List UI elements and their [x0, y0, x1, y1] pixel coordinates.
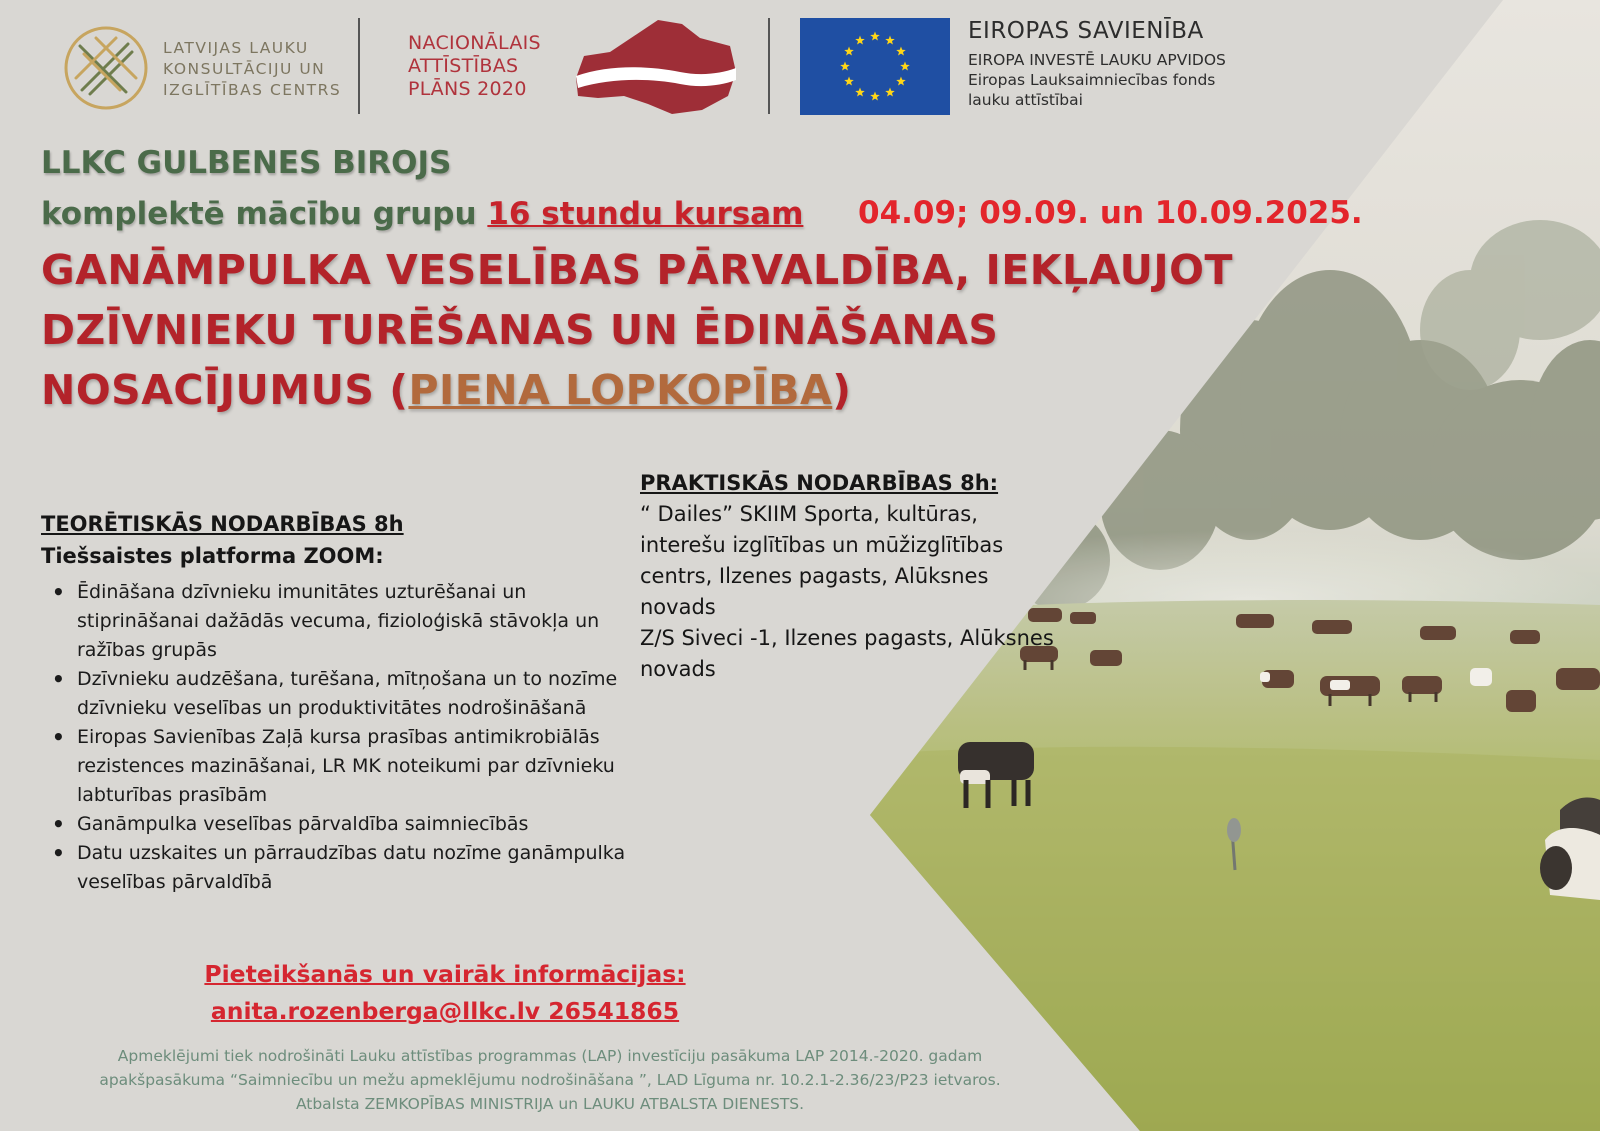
llkc-monogram-icon — [62, 24, 150, 112]
course-title-line-3 — [41, 366, 851, 414]
practice-section — [640, 468, 1060, 685]
theory-list — [50, 578, 640, 897]
llkc-wordmark — [163, 38, 341, 101]
list-item: • Dzīvnieku audzēšana, turēšana, mītņošana un to nozīme dzīvnieku veselības un produktivitātes nodrošināšanā — [50, 665, 640, 723]
title-3-prefix: NOSACĪJUMUS ( — [41, 366, 409, 414]
practice-heading: PRAKTISKĀS NODARBĪBAS 8h: — [640, 471, 999, 495]
nap-wordmark — [408, 32, 541, 101]
footer-line-2: apakšpasākuma “Saimniecību un mežu apmeklējumu nodrošināšana ”, LAD Līguma nr. 10.2.1-2.36/23/P23 ietvaros. — [99, 1071, 1001, 1089]
title-3-suffix: ) — [832, 366, 852, 414]
list-item: • Ēdināšana dzīvnieku imunitātes uzturēšanai un stiprināšanai dažādās vecuma, fizioloģiskā stāvokļa un ražības grupās — [50, 578, 640, 665]
title-highlight: PIENA LOPKOPĪBA — [408, 366, 833, 414]
nap-line-3: PLĀNS 2020 — [408, 78, 527, 100]
footer-line-3: Atbalsta ZEMKOPĪBAS MINISTRIJA un LAUKU ATBALSTA DIENESTS. — [295, 1095, 805, 1113]
course-dates: 04.09; 09.09. un 10.09.2025. — [858, 195, 1363, 231]
footer-line-1: Apmeklējumi tiek nodrošināti Lauku attīstības programmas (LAP) investīciju pasākuma LAP 2014.-2020. gadam — [117, 1047, 983, 1065]
list-item: • Datu uzskaites un pārraudzības datu nozīme ganāmpulka veselības pārvaldībā — [50, 839, 640, 897]
eu-wordmark — [968, 18, 1256, 110]
theory-heading: TEORĒTISKĀS NODARBĪBAS 8h — [41, 512, 404, 536]
funding-footer — [40, 1044, 1060, 1116]
eu-flag-icon — [800, 18, 950, 115]
llkc-line-2: KONSULTĀCIJU UN — [163, 60, 326, 78]
header-divider-1 — [358, 18, 360, 114]
recruit-prefix: komplektē mācību grupu — [41, 196, 488, 232]
course-hours: 16 stundu kursam — [487, 196, 804, 232]
office-name: LLKC GULBENES BIROJS — [41, 145, 452, 181]
llkc-line-1: LATVIJAS LAUKU — [163, 39, 309, 57]
eu-line-3: lauku attīstībai — [968, 91, 1083, 109]
practice-location-1: “ Dailes” SKIIM Sporta, kultūras, interešu izglītības un mūžizglītības centrs, Ilzenes pagasts, Alūksnes novads — [640, 502, 1004, 619]
eu-line-2: Eiropas Lauksaimniecības fonds — [968, 71, 1216, 89]
eu-title: EIROPAS SAVIENĪBA — [968, 18, 1204, 44]
course-title-line-1: GANĀMPULKA VESELĪBAS PĀRVALDĪBA, IEKĻAUJOT — [41, 246, 1233, 294]
registration-block — [100, 956, 790, 1030]
nap-line-1: NACIONĀLAIS — [408, 32, 541, 54]
registration-contact-link[interactable]: anita.rozenberga@llkc.lv 26541865 — [210, 997, 680, 1025]
course-title-line-2: DZĪVNIEKU TURĒŠANAS UN ĒDINĀŠANAS — [41, 306, 999, 354]
recruit-line — [41, 196, 803, 232]
llkc-line-3: IZGLĪTĪBAS CENTRS — [163, 81, 342, 99]
header-divider-2 — [768, 18, 770, 114]
nap-line-2: ATTĪSTĪBAS — [408, 55, 519, 77]
latvia-map-flag-icon — [570, 16, 740, 118]
eu-line-1: EIROPA INVESTĒ LAUKU APVIDOS — [968, 51, 1226, 69]
practice-location-2: Z/S Siveci -1, Ilzenes pagasts, Alūksnes novads — [640, 626, 1054, 681]
list-item: • Eiropas Savienības Zaļā kursa prasības antimikrobiālās rezistences mazināšanai, LR MK noteikumi par dzīvnieku labturības prasībām — [50, 723, 640, 810]
registration-label: Pieteikšanās un vairāk informācijas: — [204, 960, 686, 988]
list-item: • Ganāmpulka veselības pārvaldība saimniecībās — [50, 810, 640, 839]
theory-platform: Tiešsaistes platforma ZOOM: — [41, 544, 384, 568]
